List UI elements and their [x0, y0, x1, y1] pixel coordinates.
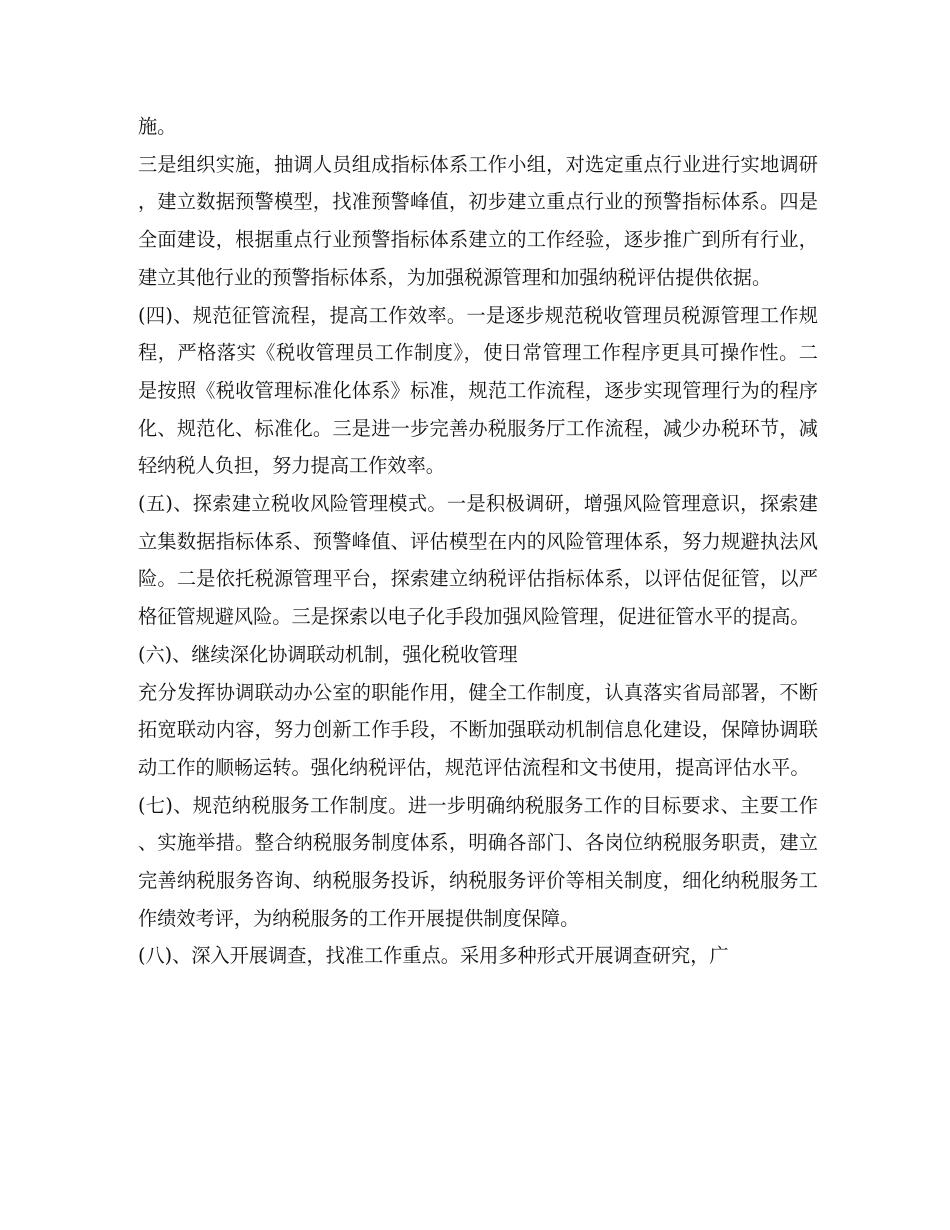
paragraph-continuation: 施。	[138, 115, 177, 138]
paragraph-section-8: (八)、深入开展调查，找准工作重点。采用多种形式开展调查研究，广	[138, 944, 729, 968]
paragraph-section-4: (四)、规范征管流程，提高工作效率。一是逐步规范税收管理员税源管理工作规程，严格落实《税收管理员工作制度》，使日常管理工作程序更具可操作性。二是按照《税收管理标准化体系》标准，规范工作流程，逐步实现管理行为的程序化、规范化、标准化。三是进一步完善办税服务厅工作流程，减少办税环节，减轻纳税人负担，努力提高工作效率。	[138, 303, 818, 478]
paragraph-section-6-body: 充分发挥协调联动办公室的职能作用，健全工作制度，认真落实省局部署，不断拓宽联动内容，努力创新工作手段，不断加强联动机制信息化建设，保障协调联动工作的顺畅运转。强化纳税评估，规范评估流程和文书使用，提高评估水平。	[138, 680, 818, 779]
paragraph-section-7: (七)、规范纳税服务工作制度。进一步明确纳税服务工作的目标要求、主要工作、实施举措。整合纳税服务制度体系，明确各部门、各岗位纳税服务职责，建立完善纳税服务咨询、纳税服务投诉，纳税服务评价等相关制度，细化纳税服务工作绩效考评，为纳税服务的工作开展提供制度保障。	[138, 793, 818, 930]
document-body	[138, 108, 818, 975]
heading-section-6: (六)、继续深化协调联动机制，强化税收管理	[138, 642, 518, 666]
paragraph-organize-implement: 三是组织实施，抽调人员组成指标体系工作小组，对选定重点行业进行实地调研，建立数据预警模型，找准预警峰值，初步建立重点行业的预警指标体系。四是全面建设，根据重点行业预警指标体系建立的工作经验，逐步推广到所有行业，建立其他行业的预警指标体系，为加强税源管理和加强纳税评估提供依据。	[138, 152, 818, 289]
paragraph-section-5: (五)、探索建立税收风险管理模式。一是积极调研，增强风险管理意识，探索建立集数据指标体系、预警峰值、评估模型在内的风险管理体系，努力规避执法风险。二是依托税源管理平台，探索建立纳税评估指标体系，以评估促征管，以严格征管规避风险。三是探索以电子化手段加强风险管理，促进征管水平的提高。	[138, 492, 818, 629]
